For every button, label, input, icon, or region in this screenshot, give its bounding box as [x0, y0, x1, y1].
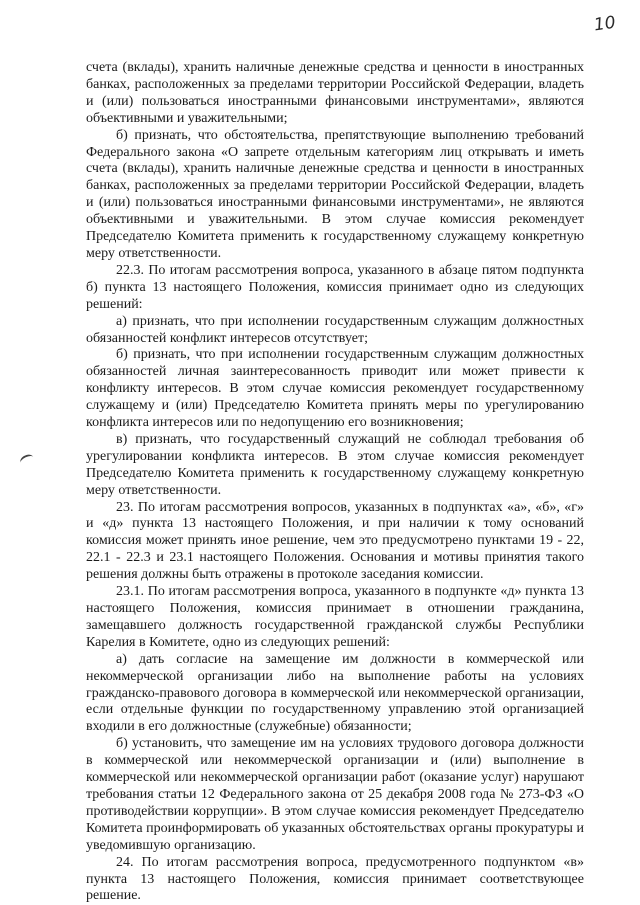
- paragraph-22-3: 22.3. По итогам рассмотрения вопроса, указанного в абзаце пятом подпункта б) пункта 13 настоящего Положения, комиссия принимает одно из следующих решений:: [86, 262, 584, 312]
- paragraph-item-b-1: б) признать, что обстоятельства, препятствующие выполнению требований Федерального закона «О запрете отдельным категориям лиц открывать и иметь счета (вклады), хранить наличные денежные средства и ценности в иностранных банках, расположенных за пределами территории Российской Федерации, владеть и (или) пользоваться иностранными финансовыми инструментами», не являются объективными и уважительными. В этом случае комиссия рекомендует Председателю Комитета применить к государственному служащему конкретную меру ответственности.: [86, 127, 584, 261]
- document-body: [86, 60, 584, 905]
- margin-mark: [19, 453, 36, 468]
- paragraph-23: 23. По итогам рассмотрения вопросов, указанных в подпунктах «а», «б», «г» и «д» пункта 13 настоящего Положения, и при наличии к тому оснований комиссия может принять иное решение, чем это предусмотрено пунктами 19 - 22, 22.1 - 22.3 и 23.1 настоящего Положения. Основания и мотивы принятия такого решения должны быть отражены в протоколе заседания комиссии.: [86, 499, 584, 583]
- paragraph-23-1: 23.1. По итогам рассмотрения вопроса, указанного в подпункте «д» пункта 13 настоящего Положения, комиссия принимает в отношении гражданина, замещавшего должность государственной гражданской службы Республики Карелия в Комитете, одно из следующих решений:: [86, 584, 584, 650]
- paragraph-item-b-3: б) установить, что замещение им на условиях трудового договора должности в коммерческой или некоммерческой организации и (или) выполнение в коммерческой или некоммерческой организации работ (оказание услуг) нарушают требования статьи 12 Федерального закона от 25 декабря 2008 года № 273-ФЗ «О противодействии коррупции». В этом случае комиссия рекомендует Председателю Комитета проинформировать об указанных обстоятельствах органы прокуратуры и уведомившую организацию.: [86, 736, 584, 853]
- paragraph-24: 24. По итогам рассмотрения вопроса, предусмотренного подпунктом «в» пункта 13 настоящего Положения, комиссия принимает соответствующее решение.: [86, 854, 584, 904]
- paragraph-item-a-1: а) признать, что при исполнении государственным служащим должностных обязанностей конфликт интересов отсутствует;: [86, 313, 584, 346]
- paragraph-item-b-2: б) признать, что при исполнении государственным служащим должностных обязанностей личная заинтересованность приводит или может привести к конфликту интересов. В этом случае комиссия рекомендует государственному служащему и (или) Председателю Комитета принять меры по урегулированию конфликта интересов или по недопущению его возникновения;: [86, 347, 584, 431]
- paragraph-item-a-2: а) дать согласие на замещение им должности в коммерческой или некоммерческой организации либо на выполнение работы на условиях гражданско-правового договора в коммерческой или некоммерческой организации, если отдельные функции по государственному управлению этой организацией входили в его должностные (служебные) обязанности;: [86, 651, 584, 735]
- paragraph-item-v: в) признать, что государственный служащий не соблюдал требования об урегулировании конфликта интересов. В этом случае комиссия рекомендует Председателю Комитета применить к государственному служащему конкретную меру ответственности.: [86, 431, 584, 498]
- paragraph-continuation: счета (вклады), хранить наличные денежные средства и ценности в иностранных банках, расположенных за пределами территории Российской Федерации, владеть и (или) пользоваться иностранными финансовыми инструментами», являются объективными и уважительными;: [86, 60, 584, 126]
- page-number: 10: [592, 12, 617, 36]
